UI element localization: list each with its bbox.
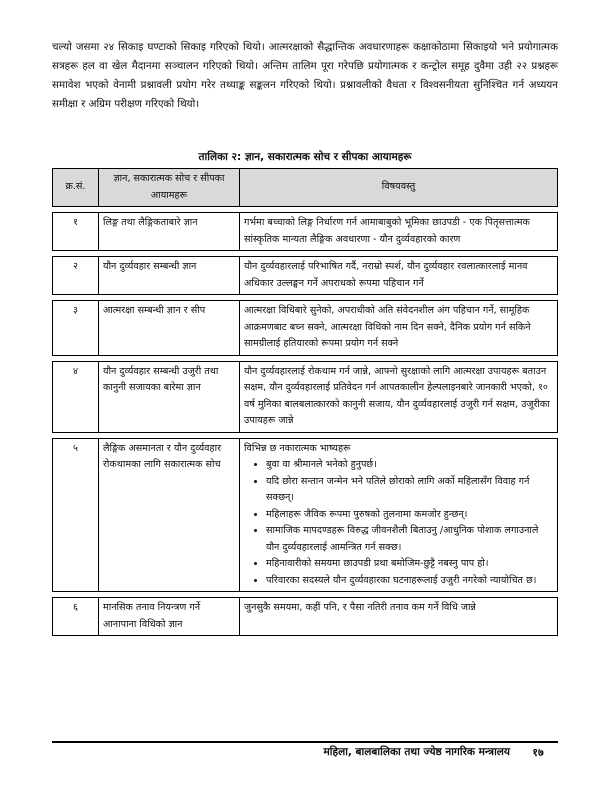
footer-ministry: महिला, बालबालिका तथा ज्येष्ठ नागरिक मन्त्रालय <box>323 746 510 758</box>
row-dimension: मानसिक तनाव नियन्त्रण गर्ने आनापाना विधिको ज्ञान <box>99 598 240 636</box>
list-item: • सामाजिक मापदण्डहरू विरुद्ध जीवनशैली बिताउनु /आधुनिक पोशाक लगाउनाले यौन दुर्व्यवहारलाई आमन्त्रित गर्न सक्छ। <box>266 523 553 556</box>
row-content: आत्मरक्षा विधिबारे सुनेको, अपराधीको अति संवेदनशील अंग पहिचान गर्ने, सामूहिक आक्रमणबाट बच्न सक्ने, आत्मरक्षा विधिको नाम दिन सक्ने, दैनिक प्रयोग गर्न सकिने सामग्रीलाई हतियारको रूपमा प्रयोग गर्न सक्ने <box>240 301 558 356</box>
row-dimension: लैङ्गिक असमानता र यौन दुर्व्यवहार रोकथामका लागि सकारात्मक सोच <box>99 438 240 592</box>
footer-divider <box>52 741 558 743</box>
page-number: १७ <box>532 746 544 759</box>
row-content: यौन दुर्व्यवहारलाई रोकथाम गर्न जान्ने, आफ्नो सुरक्षाको लागि आत्मरक्षा उपायहरू बताउन सक्षम, यौन दुर्व्यवहारलाई प्रतिवेदन गर्न आपतकालीन हेल्पलाइनबारे जानकारी भएको, १० वर्ष मुनिका बालबलात्कारको कानुनी सजाय, यौन दुर्व्यवहारलाई उजुरी गर्न सक्षम, उजुरीका उपायहरू जान्ने <box>240 361 558 432</box>
list-item: • महिलाहरू जैविक रूपमा पुरुषको तुलनामा कमजोर हुन्छन्। <box>266 507 553 524</box>
intro-paragraph: चल्यो जसमा २४ सिकाइ घण्टाको सिकाइ गरिएको थियो। आत्मरक्षाको सैद्धान्तिक अवधारणाहरू कक्षाकोठामा सिकाइयो भने प्रयोगात्मक सत्रहरू हल वा खेल मैदानमा सञ्चालन गरिएको थियो। अन्तिम तालिम पूरा गरेपछि प्रयोगात्मक र कन्ट्रोल समूह दुवैमा उही २२ प्रश्नहरू समावेश भएको वेनामी प्रश्नावली प्रयोग गरेर तथ्याङ्क सङ्कलन गरिएको थियो। प्रश्नावलीको वैधता र विश्वसनीयता सुनिश्चित गर्न अध्ययन समीक्षा र अग्रिम परीक्षण गरिएको थियो। <box>52 41 558 110</box>
header-content: विषयवस्तु <box>240 169 558 207</box>
row-dimension: आत्मरक्षा सम्बन्धी ज्ञान र सीप <box>99 301 240 356</box>
row-content: यौन दुर्व्यवहारलाई परिभाषित गर्दै, नराम्रो स्पर्श, यौन दुर्व्यवहार रवलात्कारलाई मानव अधिकार उल्लङ्घन गर्ने अपराधको रूपमा पहिचान गर्ने <box>240 257 558 295</box>
header-sn: क्र.सं. <box>53 169 99 207</box>
row-sn: ४ <box>53 361 99 432</box>
row-content <box>240 438 558 592</box>
row-sn: ३ <box>53 301 99 356</box>
negative-narratives-list <box>244 457 553 589</box>
table-row <box>53 438 558 592</box>
table-row <box>53 301 558 356</box>
row-content: गर्भमा बच्चाको लिङ्ग निर्धारण गर्न आमाबाबुको भूमिका छाउपडी - एक पितृसत्तात्मक सांस्कृतिक मान्यता लैङ्गिक अवधारणा - यौन दुर्व्यवहारको कारण <box>240 213 558 251</box>
table-caption: तालिका २: ज्ञान, सकारात्मक सोच र सीपका आयामहरू <box>198 151 412 163</box>
list-item: • परिवारका सदस्यले यौन दुर्व्यवहारका घटनाहरूलाई उजुरी नगरेको न्यायोचित छ। <box>266 573 553 590</box>
list-item: • बुवा वा श्रीमानले भनेको हुनुपर्छ। <box>266 457 553 474</box>
table-row <box>53 598 558 636</box>
header-dimension: ज्ञान, सकारात्मक सोच र सीपका आयामहरू <box>99 169 240 207</box>
list-item: • महिनावारीको समयमा छाउपडी प्रथा बमोजिम-छुट्टै नबस्नु पाप हो। <box>266 556 553 573</box>
row-dimension: लिङ्ग तथा लैङ्गिकताबारे ज्ञान <box>99 213 240 251</box>
content-intro: विभिन्न छ नकारात्मक भाष्यहरू <box>244 442 351 454</box>
row-sn: ५ <box>53 438 99 592</box>
row-sn: ६ <box>53 598 99 636</box>
row-dimension: यौन दुर्व्यवहार सम्बन्धी उजुरी तथा कानुनी सजायका बारेमा ज्ञान <box>99 361 240 432</box>
row-sn: १ <box>53 213 99 251</box>
table-row <box>53 213 558 251</box>
list-item: • यदि छोरा सन्तान जन्मेन भने पतिले छोराको लागि अर्को महिलासँग विवाह गर्न सक्छन्। <box>266 474 553 507</box>
table-header-row <box>53 169 558 207</box>
table-row <box>53 361 558 432</box>
row-content: जुनसुकै समयमा, कहीं पनि, र पैसा नतिरी तनाव कम गर्ने विधि जान्ने <box>240 598 558 636</box>
row-sn: २ <box>53 257 99 295</box>
row-dimension: यौन दुर्व्यवहार सम्बन्धी ज्ञान <box>99 257 240 295</box>
table-row <box>53 257 558 295</box>
knowledge-dimensions-table <box>52 168 558 636</box>
